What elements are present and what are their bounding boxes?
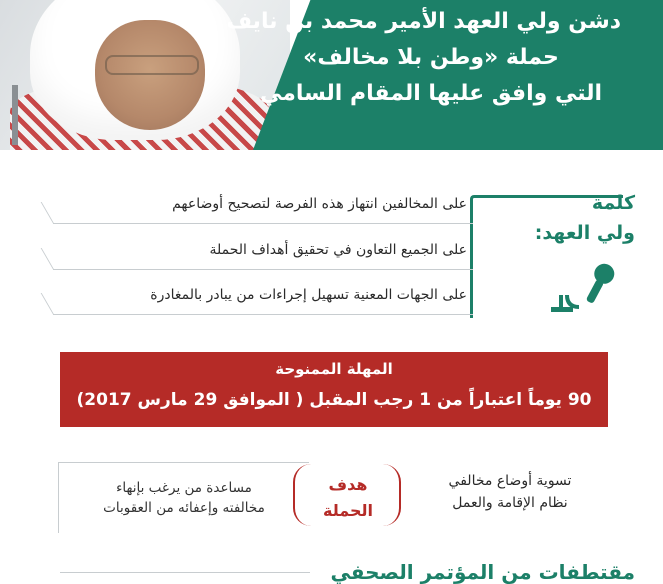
goal-left-line-1: مساعدة من يرغب بإنهاء xyxy=(116,480,252,496)
goal-label-line-1: هدف xyxy=(328,475,368,494)
header-banner xyxy=(0,0,663,150)
face xyxy=(95,20,205,130)
goal-right-text xyxy=(410,470,610,514)
speech-item-3-text: على الجهات المعنية تسهيل إجراءات من يبادر بالمغادرة xyxy=(150,287,467,303)
bottom-divider xyxy=(60,572,310,573)
headline-line-3: التي وافق عليها المقام السامي xyxy=(260,81,602,106)
divider xyxy=(53,314,473,315)
goal-right-line-2: نظام الإقامة والعمل xyxy=(452,495,568,511)
goal-right-line-1: تسوية أوضاع مخالفي xyxy=(448,473,572,489)
headline-line-2: حملة «وطن بلا مخالف» xyxy=(303,45,559,70)
speech-item-1-text: على المخالفين انتهاز هذه الفرصة لتصحيح أوضاعهم xyxy=(172,196,467,212)
press-conference-title: مقتطفات من المؤتمر الصحفي xyxy=(330,560,635,584)
divider-slash xyxy=(41,202,65,224)
speech-item-2-text: على الجميع التعاون في تحقيق أهداف الحملة xyxy=(209,242,467,258)
speech-item-1 xyxy=(53,196,473,224)
divider-slash xyxy=(41,293,65,315)
microphone-stand xyxy=(12,85,18,145)
deadline-banner xyxy=(60,352,608,427)
microphone-icon xyxy=(547,255,617,320)
speech-item-2 xyxy=(53,242,473,270)
deadline-title: المهلة الممنوحة xyxy=(275,360,393,378)
goal-left-box xyxy=(58,462,309,533)
divider xyxy=(53,269,473,270)
speech-title xyxy=(535,188,635,248)
goal-label-line-2: الحملة xyxy=(323,501,373,520)
goal-label xyxy=(293,462,403,532)
divider-slash xyxy=(41,248,65,270)
glasses xyxy=(105,55,199,75)
goal-label-text xyxy=(293,472,403,524)
deadline-text: 90 يوماً اعتباراً من 1 رجب المقبل ( الموافق 29 مارس 2017) xyxy=(76,390,592,410)
speech-title-line-1: كلمة xyxy=(591,192,635,214)
headline-line-1: دشن ولي العهد الأمير محمد بن نايف xyxy=(226,9,621,34)
speech-title-line-2: ولي العهد: xyxy=(534,222,635,244)
speech-item-3 xyxy=(53,287,473,315)
headline xyxy=(226,4,621,112)
goal-left-text xyxy=(69,478,299,518)
goal-left-line-2: مخالفته وإعفائه من العقوبات xyxy=(103,500,265,516)
divider xyxy=(53,223,473,224)
